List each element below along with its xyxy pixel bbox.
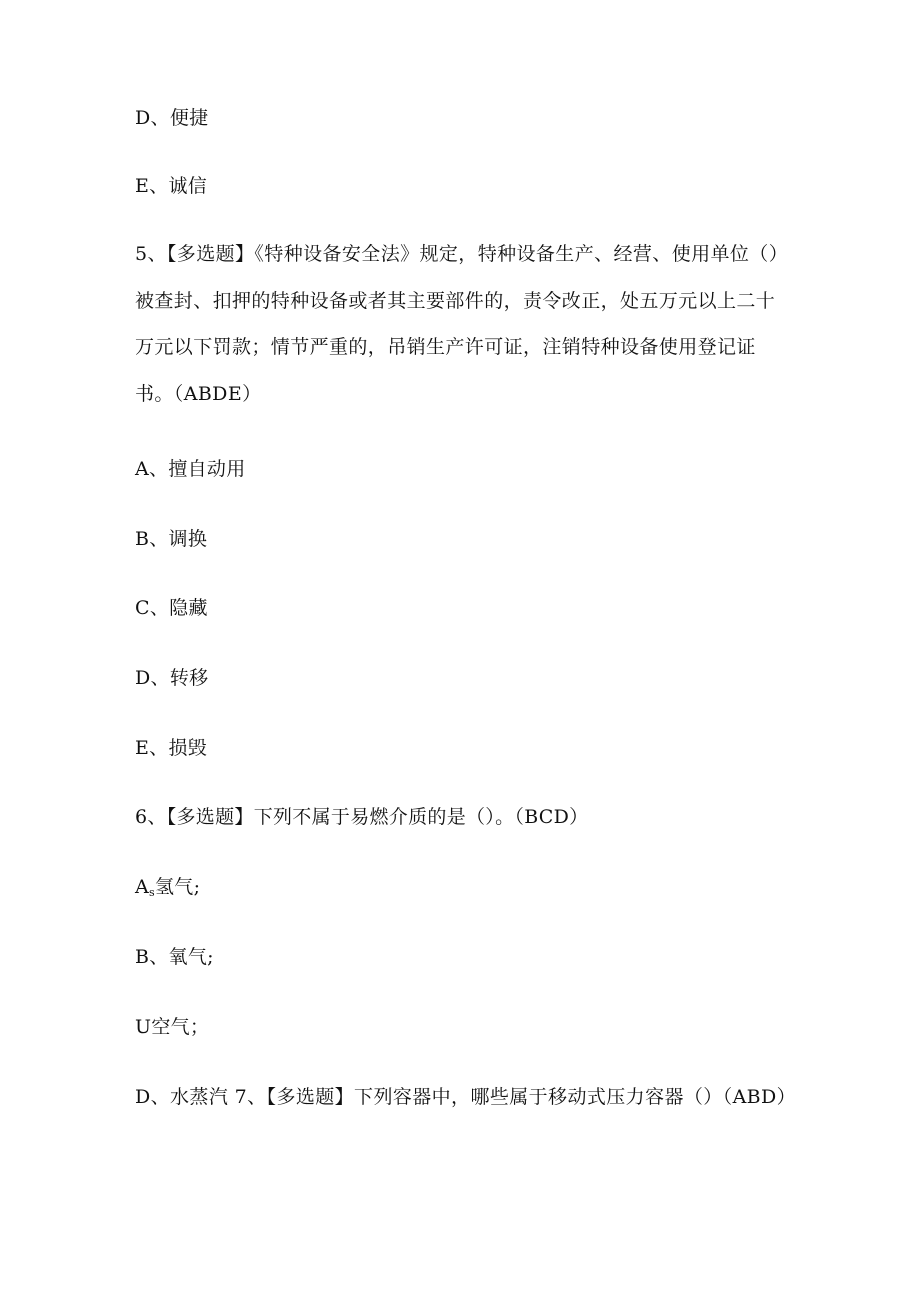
option-d-transfer: D、转移 <box>135 667 209 689</box>
question-6-stem: 6、【多选题】下列不属于易燃介质的是（）。（BCD） <box>135 806 589 828</box>
option-a-unauthorized-use: A、擅自动用 <box>135 458 246 480</box>
option-e-damage: E、损毁 <box>135 737 208 759</box>
question-7-stem: D、水蒸汽 7、【多选题】下列容器中，哪些属于移动式压力容器（）（ABD） <box>135 1086 797 1108</box>
option-a-letter: A <box>135 876 150 898</box>
option-a-text: 氢气; <box>154 876 201 898</box>
option-b-exchange: B、调换 <box>135 528 208 550</box>
question-5-stem: 5、【多选题】《特种设备安全法》规定，特种设备生产、经营、使用单位（）被查封、扣押的特种设备或者其主要部件的，责令改正，处五万元以上二十万元以下罚款；情节严重的，吊销生产许可证，注销特种设备使用登记证书。（ABDE） <box>135 243 789 405</box>
option-d-convenient: D、便捷 <box>135 107 209 129</box>
option-e-integrity: E、诚信 <box>135 175 208 197</box>
option-c-conceal: C、隐藏 <box>135 597 208 619</box>
option-b-oxygen: B、氧气; <box>135 946 214 968</box>
option-c-air: U空气； <box>135 1016 210 1038</box>
option-a-hydrogen <box>135 875 200 905</box>
option-a-subscript: s <box>149 886 155 899</box>
